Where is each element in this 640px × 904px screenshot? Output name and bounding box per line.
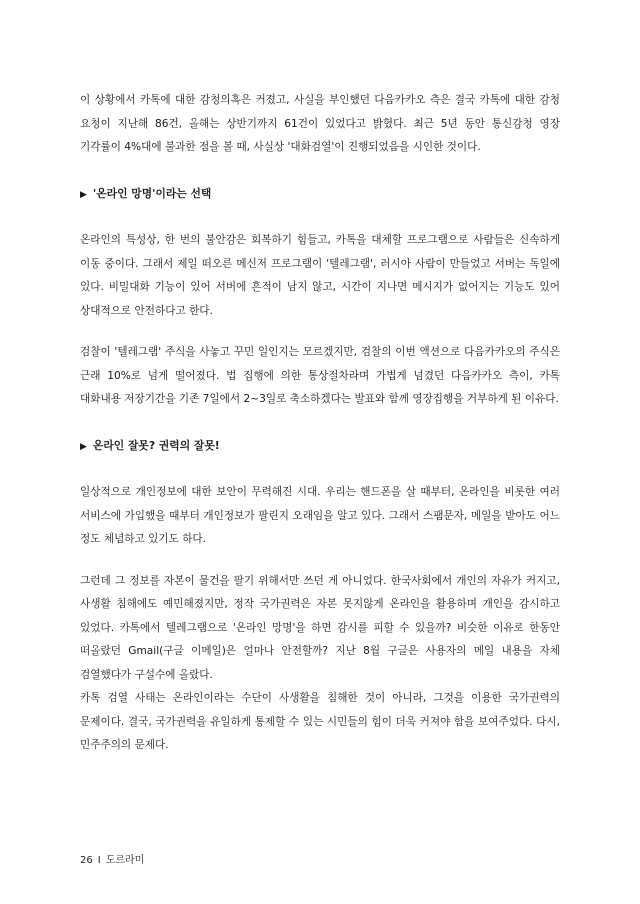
paragraph-6: 카톡 검열 사태는 온라인이라는 수단이 사생활을 침해한 것이 아니라, 그것을 이용한 국가권력의 문제이다. 결국, 국가권력을 유일하게 통제할 수 있는 시민들의 힘이 더욱 커져야 함을 보여주었다. 다시, 민주주의의 문제다. [80, 692, 560, 751]
paragraph-4: 일상적으로 개인정보에 대한 보안이 무력해진 시대. 우리는 핸드폰을 살 때부터, 온라인을 비롯한 여러 서비스에 가입했을 때부터 개인정보가 팔린지 오래임을 알고 있다. 그래서 스팸문자, 메일을 받아도 어느 정도 체념하고 있기도 하다. [80, 486, 560, 545]
paragraph-1: 이 상황에서 카톡에 대한 감청의혹은 커졌고, 사실을 부인했던 다음카카오 측은 결국 카톡에 대한 감청 요청이 지난해 86건, 올해는 상반기까지 61건이 있었다고 밝혔다. 최근 5년 동안 통신감청 영장 기각률이 4%대에 불과한 점을 볼 때, 사실상 '대화검열'이 진행되었음을 시인한 것이다. [80, 94, 560, 153]
triangle-bullet-icon: ▶ [80, 441, 87, 452]
page-number: 26 [80, 855, 93, 866]
page-footer [80, 851, 144, 866]
paragraph-5: 그런데 그 정보를 자본이 물건을 팔기 위해서만 쓰던 게 아니었다. 한국사회에서 개인의 자유가 커지고, 사생활 침해에도 예민해졌지만, 정작 국가권력은 자본 못지않게 온라인을 활용하며 개인을 감시하고 있었다. 카톡에서 텔레그램으로 '온라인 망명'을 하면 감시를 피할 수 있을까? 비슷한 이유로 한동안 떠올랐던 Gmail(구글 이메일)은 얼마나 안전할까? 지난 8월 구글은 사용자의 메일 내용을 자체 검열했다가 구설수에 올랐다. [80, 574, 560, 681]
footer-separator: I [97, 855, 101, 866]
section-heading-1 [80, 182, 560, 208]
publication-name: 도르라미 [105, 855, 145, 866]
section-heading-2-text: 온라인 잘못? 권력의 잘못! [92, 438, 220, 452]
section-heading-2 [80, 434, 560, 460]
document-body [80, 89, 560, 758]
section-heading-1-text: '온라인 망명'이라는 선택 [92, 186, 212, 200]
paragraph-2: 온라인의 특성상, 한 번의 불안감은 회복하기 힘들고, 카톡을 대체할 프로그램으로 사람들은 신속하게 이동 중이다. 그래서 제일 떠오른 메신저 프로그램이 '텔레그램', 러시아 사람이 만들었고 서버는 독일에 있다. 비밀대화 기능이 있어 서버에 흔적이 남지 않고, 시간이 지나면 메시지가 없어지는 기능도 있어 상대적으로 안전하다고 한다. [80, 234, 560, 317]
paragraph-3: 검찰이 '텔레그램' 주식을 사놓고 꾸민 일인지는 모르겠지만, 검찰의 이번 액션으로 다음카카오의 주식은 근래 10%로 넘게 떨어졌다. 법 집행에 의한 통상절차라며 가볍게 넘겼던 다음카카오 측이, 카톡 대화내용 저장기간을 기존 7일에서 2~3일로 축소하겠다는 발표와 함께 영장집행을 거부하게 된 이유다. [80, 346, 560, 405]
triangle-bullet-icon: ▶ [80, 189, 87, 200]
